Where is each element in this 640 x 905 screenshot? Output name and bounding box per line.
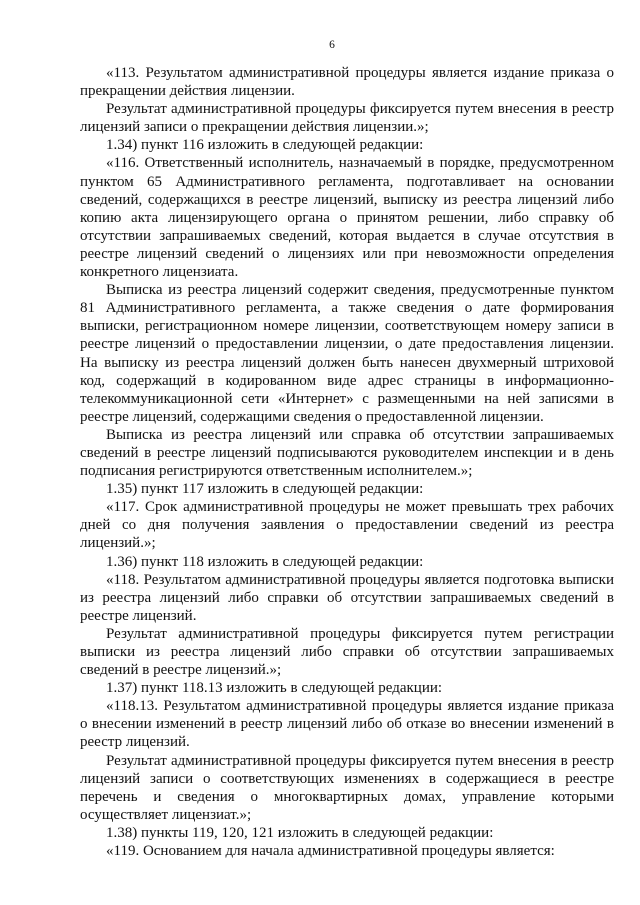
paragraph-118-result: Результат административной процедуры фиксируется путем регистрации выписки из реестра лицензий либо справки об отсутствии запрашиваемых сведений в реестре лицензий.»;	[80, 625, 614, 679]
paragraph-113: «113. Результатом административной процедуры является издание приказа о прекращении действия лицензии.	[80, 65, 614, 100]
paragraph-116-signing: Выписка из реестра лицензий или справка об отсутствии запрашиваемых сведений в реестре лицензий подписываются руководителем инспекции и в день подписания регистрируются ответственным исполнителем.»;	[80, 426, 614, 480]
amendment-1-37: 1.37) пункт 118.13 изложить в следующей редакции:	[106, 680, 443, 697]
amendment-1-34: 1.34) пункт 116 изложить в следующей редакции:	[106, 137, 424, 154]
document-body	[80, 64, 614, 860]
paragraph-118-13: «118.13. Результатом административной процедуры является издание приказа о внесении изменений в реестр лицензий либо об отказе во внесении изменений в реестр лицензий.	[80, 698, 614, 751]
amendment-1-35: 1.35) пункт 117 изложить в следующей редакции:	[106, 481, 424, 498]
amendment-1-36: 1.36) пункт 118 изложить в следующей редакции:	[106, 553, 424, 570]
paragraph-116: «116. Ответственный исполнитель, назначаемый в порядке, предусмотренном пунктом 65 Административного регламента, подготавливает на основании сведений, содержащихся в реестре лицензий, выписку из реестра лицензий либо копию акта лицензирующего органа о принятом решении, либо справку об отсутствии запрашиваемых сведений, которая выдается в случае отсутствия в реестре лицензий сведений о лицензиях или при невозможности определения конкретного лицензиата.	[80, 155, 614, 281]
paragraph-118: «118. Результатом административной процедуры является подготовка выписки из реестра лицензий либо справки об отсутствии запрашиваемых сведений в реестре лицензий.	[80, 571, 614, 624]
paragraph-116-extract: Выписка из реестра лицензий содержит сведения, предусмотренные пунктом 81 Административного регламента, а также сведения о дате формирования выписки, регистрационном номере лицензии, соответствующем номеру записи в реестре лицензий о предоставлении лицензии, о дате предоставления лицензии. На выписку из реестра лицензий должен быть нанесен двухмерный штриховой код, содержащий в кодированном виде адрес страницы в информационно-телекоммуникационной сети «Интернет» с размещенными на ней записями в реестре лицензий, содержащими сведения о предоставленной лицензии.	[80, 282, 614, 425]
paragraph-117: «117. Срок административной процедуры не может превышать трех рабочих дней со дня получения заявления о предоставлении сведений из реестра лицензий.»;	[80, 499, 614, 552]
amendment-1-38: 1.38) пункты 119, 120, 121 изложить в следующей редакции:	[106, 824, 494, 841]
page-number: 6	[329, 39, 335, 51]
paragraph-113-result: Результат административной процедуры фиксируется путем внесения в реестр лицензий записи о прекращении действия лицензии.»;	[80, 101, 614, 136]
paragraph-118-13-result: Результат административной процедуры фиксируется путем внесения в реестр лицензий записи о соответствующих изменениях в содержащиеся в реестре перечень и сведения о многоквартирных домах, управление которыми осуществляет лицензиат.»;	[80, 752, 614, 823]
paragraph-119: «119. Основанием для начала административной процедуры является:	[106, 843, 555, 860]
